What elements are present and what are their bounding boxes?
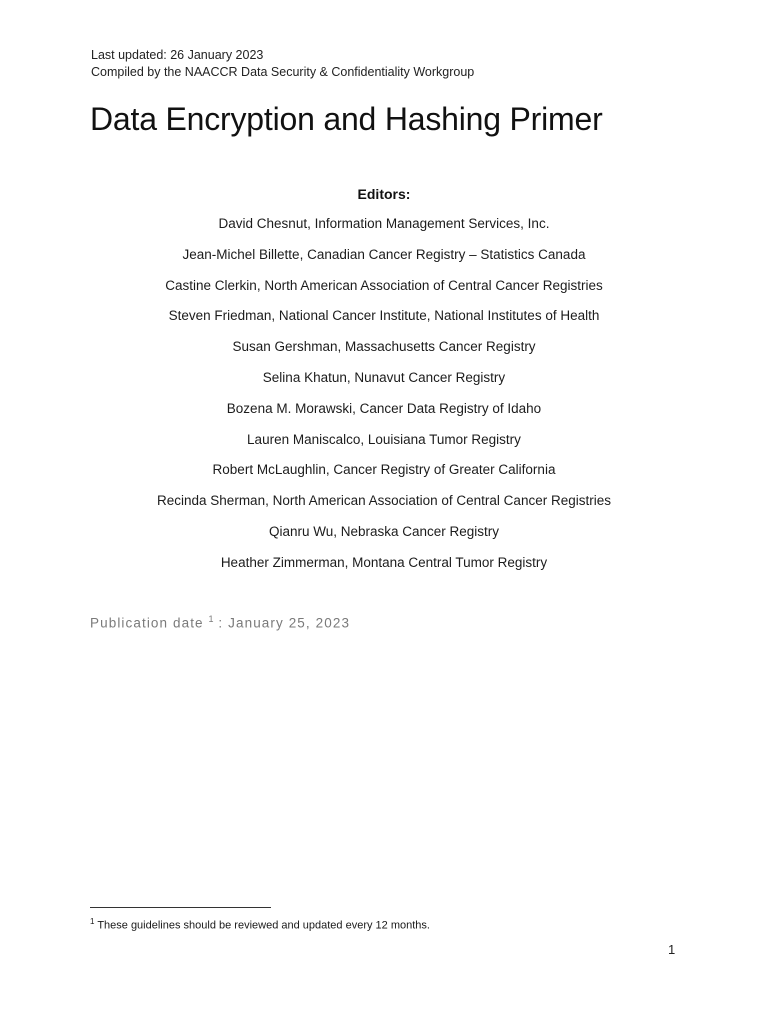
- footnote-text: These guidelines should be reviewed and updated every 12 months.: [97, 919, 430, 932]
- editor-list: [0, 214, 768, 584]
- editor-entry: Selina Khatun, Nunavut Cancer Registry: [262, 369, 506, 385]
- footnote: [90, 914, 430, 934]
- publication-date-label: Publication date: [90, 615, 204, 631]
- last-updated-line: Last updated: 26 January 2023: [91, 48, 264, 62]
- editor-entry: Heather Zimmerman, Montana Central Tumor Registry: [220, 554, 548, 570]
- editor-entry: David Chesnut, Information Management Services, Inc.: [218, 216, 550, 231]
- compiled-by-line: Compiled by the NAACCR Data Security & Confidentiality Workgroup: [91, 65, 475, 79]
- footnote-reference[interactable]: 1: [208, 614, 214, 624]
- editor-entry: Bozena M. Morawski, Cancer Data Registry of Idaho: [226, 400, 542, 416]
- footnote-marker: 1: [90, 917, 95, 926]
- editor-entry: Castine Clerkin, North American Association of Central Cancer Registries: [165, 277, 603, 293]
- editors-section: [0, 184, 768, 584]
- editor-entry: Jean-Michel Billette, Canadian Cancer Registry – Statistics Canada: [182, 246, 586, 262]
- editor-entry: Qianru Wu, Nebraska Cancer Registry: [268, 523, 500, 539]
- footnote-divider: [90, 907, 271, 908]
- page-number: 1: [668, 942, 676, 957]
- editor-entry: Steven Friedman, National Cancer Institute, National Institutes of Health: [168, 308, 600, 324]
- editor-entry: Susan Gershman, Massachusetts Cancer Registry: [232, 339, 536, 355]
- editor-entry: Recinda Sherman, North American Association of Central Cancer Registries: [157, 493, 611, 509]
- publication-date: [90, 614, 350, 631]
- editor-entry: Lauren Maniscalco, Louisiana Tumor Registry: [247, 431, 521, 447]
- editors-heading: Editors:: [357, 186, 411, 202]
- document-header-meta: [91, 47, 474, 81]
- document-title: Data Encryption and Hashing Primer: [90, 101, 603, 137]
- editor-entry: Robert McLaughlin, Cancer Registry of Greater California: [212, 462, 556, 478]
- publication-date-value: January 25, 2023: [228, 615, 351, 631]
- publication-date-separator: :: [218, 615, 224, 631]
